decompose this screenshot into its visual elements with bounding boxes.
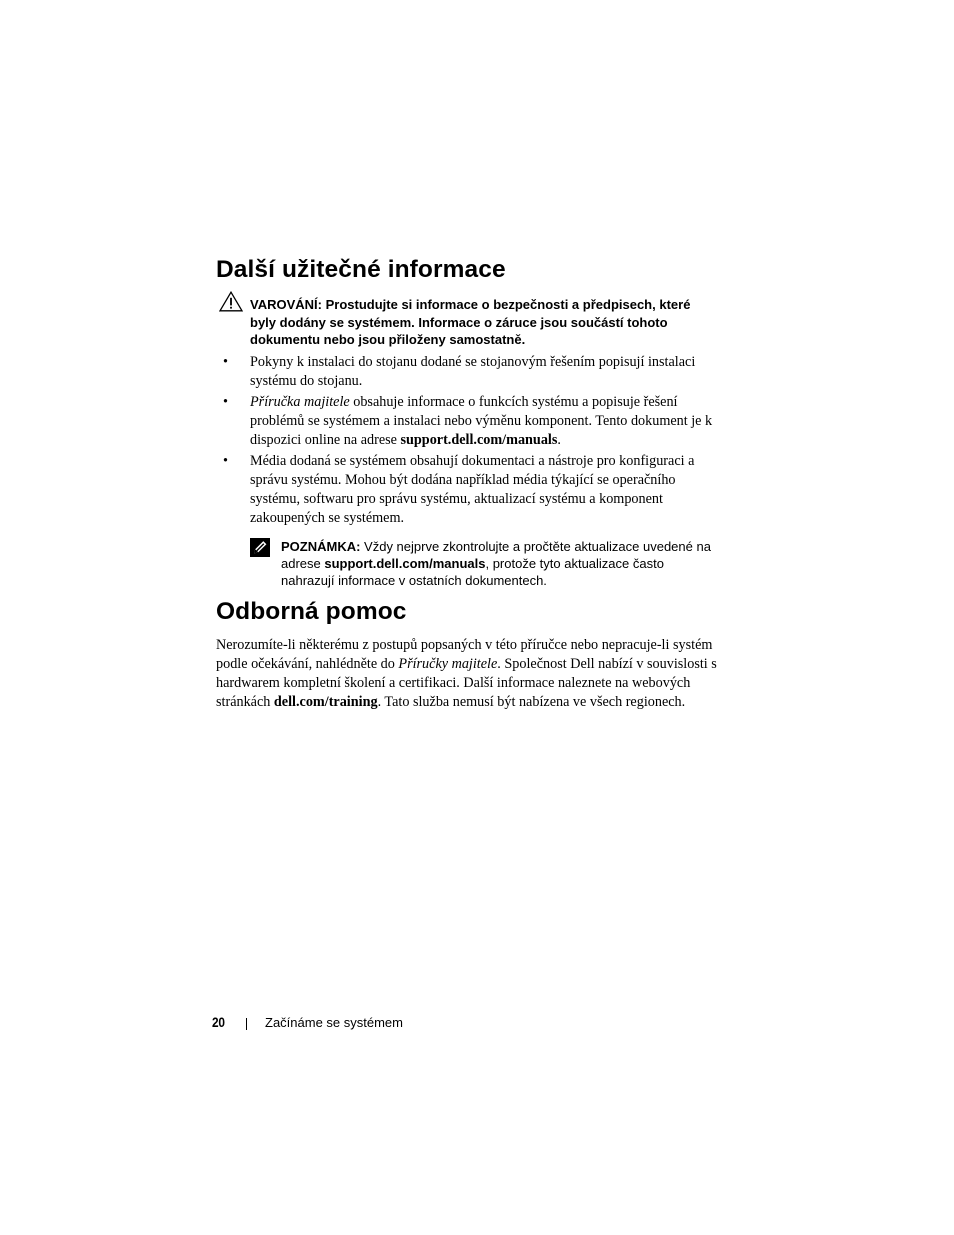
note-text: Vždy nejprve zkontrolujte a pročtěte aktualizace uvedené na adrese bbox=[281, 539, 711, 571]
warning-triangle-icon bbox=[219, 291, 243, 312]
list-item bbox=[216, 353, 726, 391]
bullet-icon: • bbox=[223, 394, 228, 410]
expert-help-paragraph bbox=[216, 636, 726, 712]
paragraph-text-end: . Tato služba nemusí být nabízena ve všech regionech. bbox=[377, 694, 686, 710]
note-pencil-icon bbox=[250, 538, 270, 557]
page-number: 20 bbox=[212, 1015, 225, 1030]
section-heading-additional-info: Další užitečné informace bbox=[216, 256, 506, 283]
bullet-icon: • bbox=[223, 453, 228, 469]
owners-manual-title: Příručka majitele bbox=[250, 394, 350, 410]
bullet-text: Pokyny k instalaci do stojanu dodané se stojanovým řešením popisují instalaci systému do stojanu. bbox=[250, 354, 696, 389]
warning-label: VAROVÁNÍ: bbox=[250, 297, 322, 312]
chapter-title: Začínáme se systémem bbox=[265, 1015, 403, 1030]
note-block bbox=[281, 538, 721, 589]
bullet-text: obsahuje informace o funkcích systému a popisuje řešení problémů se systémem a instalaci nebo výměnu komponent. Tento dokument je k dispozici online na adrese bbox=[250, 394, 713, 448]
paragraph-text-middle: . Společnost Dell nabízí v souvislosti s hardwarem kompletní školení a certifikaci. Další informace naleznete na webových stránkách bbox=[216, 656, 717, 710]
list-item bbox=[216, 452, 726, 528]
paragraph-text: Nerozumíte-li některému z postupů popsaných v této příručce nebo nepracuje-li systém podle očekávání, nahlédněte do bbox=[216, 637, 713, 672]
bullet-text: Média dodaná se systémem obsahují dokumentaci a nástroje pro konfiguraci a správu systému. Mohou být dodána například média týkající se operačního systému, softwaru pro správu systému, aktualizací systému a komponent zakoupených se systémem. bbox=[250, 453, 695, 526]
note-text-after: , protože tyto aktualizace často nahrazují informace v ostatních dokumentech. bbox=[281, 556, 664, 588]
list-item bbox=[216, 393, 726, 450]
support-manuals-link[interactable]: support.dell.com/manuals bbox=[400, 432, 558, 448]
bullet-tail: . bbox=[557, 432, 561, 448]
note-support-link[interactable]: support.dell.com/manuals bbox=[324, 556, 486, 571]
warning-text: Prostudujte si informace o bezpečnosti a předpisech, které byly dodány se systémem. Informace o záruce jsou součástí tohoto dokumentu nebo jsou přiloženy samostatně. bbox=[250, 297, 691, 347]
section-heading-expert-help: Odborná pomoc bbox=[216, 598, 407, 625]
bullet-icon: • bbox=[223, 354, 228, 370]
footer-divider bbox=[246, 1018, 247, 1030]
info-bullet-list bbox=[216, 353, 726, 530]
dell-training-link[interactable]: dell.com/training bbox=[273, 694, 378, 710]
note-label: POZNÁMKA: bbox=[281, 539, 361, 554]
warning-block bbox=[250, 296, 720, 349]
owners-manual-ref: Příručky majitele bbox=[398, 656, 498, 672]
